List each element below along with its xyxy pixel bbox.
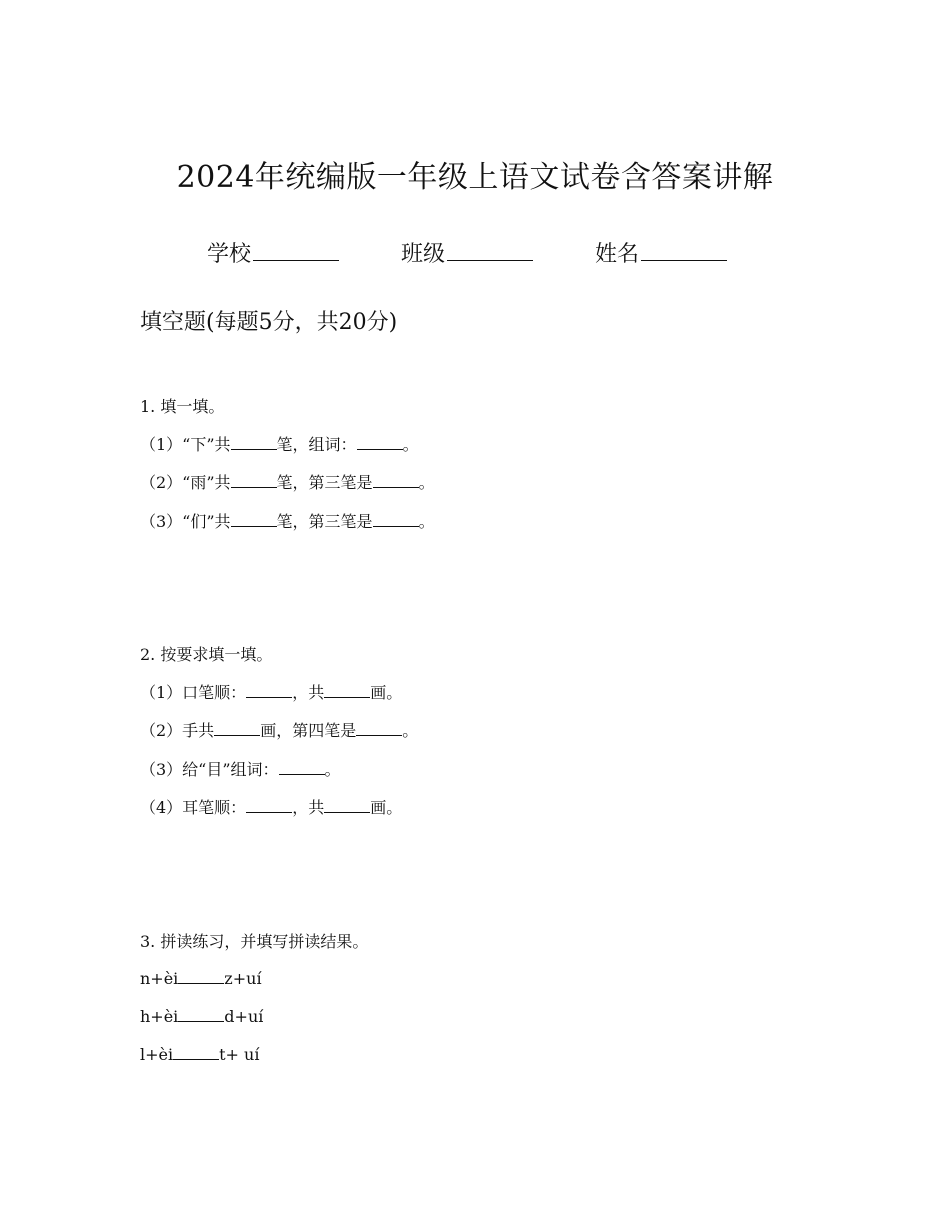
q2-line-2-text-a: （2）手共 xyxy=(140,721,215,740)
question-3-title: 3. 拼读练习，并填写拼读结果。 xyxy=(140,932,369,951)
q1-line-1-text-b: 笔，组词： xyxy=(276,435,357,454)
q2-line-3 xyxy=(140,757,341,780)
answer-blank[interactable] xyxy=(373,510,419,527)
answer-blank[interactable] xyxy=(356,719,402,736)
q3-line-2-text-a: h+èi xyxy=(140,1007,179,1026)
q1-line-2-text-a: （2）“雨”共 xyxy=(140,473,231,492)
student-info-row xyxy=(207,237,789,268)
page-title: 2024年统编版一年级上语文试卷含答案讲解 xyxy=(176,160,774,195)
q1-line-3 xyxy=(140,509,435,532)
q1-line-1 xyxy=(140,432,419,455)
answer-blank[interactable] xyxy=(173,1043,219,1060)
q3-line-1-text-b: z+uí xyxy=(224,969,262,988)
q2-line-1 xyxy=(140,680,402,703)
section-heading: 填空题(每题5分，共20分) xyxy=(140,310,398,335)
name-field xyxy=(595,237,727,268)
q1-line-3-text-b: 笔，第三笔是 xyxy=(276,512,373,531)
q1-line-2-text-c: 。 xyxy=(418,473,435,492)
answer-blank[interactable] xyxy=(231,510,277,527)
question-2-title: 2. 按要求填一填。 xyxy=(140,645,273,664)
q2-line-1-text-c: 画。 xyxy=(370,683,403,702)
q2-line-2-text-c: 。 xyxy=(402,721,419,740)
q2-line-2 xyxy=(140,718,418,741)
q1-line-2-text-b: 笔，第三笔是 xyxy=(276,473,373,492)
q2-line-2-text-b: 画，第四笔是 xyxy=(260,721,357,740)
answer-blank[interactable] xyxy=(246,796,292,813)
class-label: 班级 xyxy=(401,242,446,267)
class-field xyxy=(401,237,533,268)
answer-blank[interactable] xyxy=(279,758,325,775)
q2-line-4 xyxy=(140,795,402,818)
answer-blank[interactable] xyxy=(246,681,292,698)
answer-blank[interactable] xyxy=(324,796,370,813)
q2-line-1-text-b: ，共 xyxy=(292,683,325,702)
q2-line-1-text-a: （1）口笔顺： xyxy=(140,683,247,702)
school-blank[interactable] xyxy=(253,240,339,261)
q3-line-2 xyxy=(140,1005,263,1026)
q2-line-4-text-c: 画。 xyxy=(370,798,403,817)
question-1-title: 1. 填一填。 xyxy=(140,397,225,416)
q1-line-3-text-c: 。 xyxy=(418,512,435,531)
school-field xyxy=(207,237,339,268)
answer-blank[interactable] xyxy=(231,433,277,450)
answer-blank[interactable] xyxy=(373,471,419,488)
answer-blank[interactable] xyxy=(214,719,260,736)
answer-blank[interactable] xyxy=(231,471,277,488)
name-label: 姓名 xyxy=(595,242,640,267)
class-blank[interactable] xyxy=(447,240,533,261)
q3-line-1 xyxy=(140,967,262,988)
q2-line-3-text-a: （3）给“目”组词： xyxy=(140,760,279,779)
school-label: 学校 xyxy=(207,242,252,267)
name-blank[interactable] xyxy=(641,240,727,261)
answer-blank[interactable] xyxy=(178,1005,224,1022)
q2-line-4-text-b: ，共 xyxy=(292,798,325,817)
q1-line-1-text-a: （1）“下”共 xyxy=(140,435,231,454)
q2-line-4-text-a: （4）耳笔顺： xyxy=(140,798,247,817)
q3-line-2-text-b: d+uí xyxy=(224,1007,264,1026)
q3-line-3-text-b: t+ uí xyxy=(219,1045,260,1064)
q3-line-3 xyxy=(140,1043,259,1064)
q1-line-1-text-c: 。 xyxy=(402,435,419,454)
answer-blank[interactable] xyxy=(357,433,403,450)
q3-line-3-text-a: l+èi xyxy=(140,1045,174,1064)
q1-line-2 xyxy=(140,470,435,493)
q1-line-3-text-a: （3）“们”共 xyxy=(140,512,231,531)
answer-blank[interactable] xyxy=(178,967,224,984)
q2-line-3-text-b: 。 xyxy=(324,760,341,779)
answer-blank[interactable] xyxy=(324,681,370,698)
q3-line-1-text-a: n+èi xyxy=(140,969,179,988)
